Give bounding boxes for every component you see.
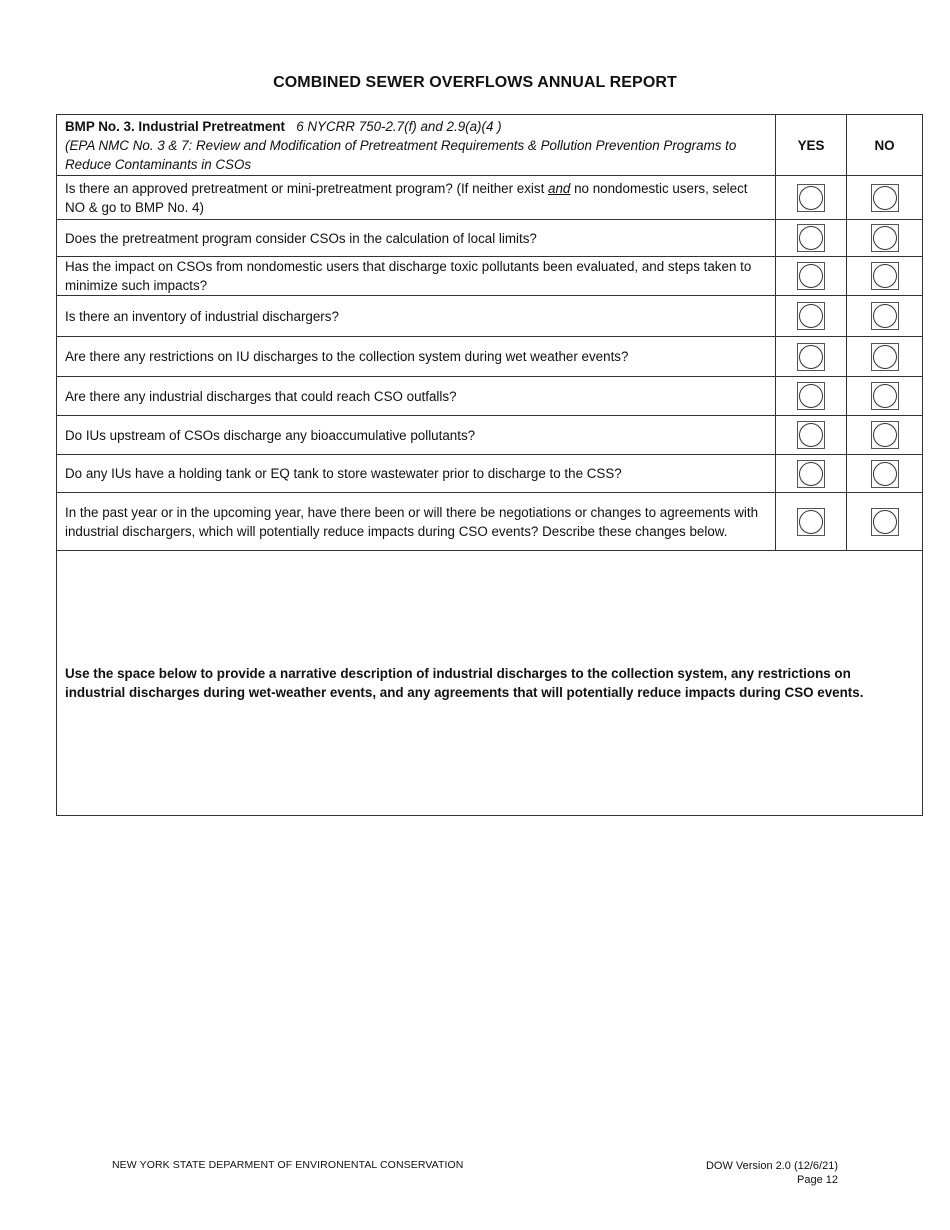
radio-no-q6[interactable]: [871, 382, 899, 410]
yes-option-cell: [776, 493, 847, 551]
radio-yes-q5[interactable]: [797, 343, 825, 371]
question-text-part: no nondomestic users, select NO & go to BMP No. 4): [65, 180, 748, 215]
no-option-cell: [847, 220, 923, 257]
radio-yes-q3[interactable]: [797, 262, 825, 290]
radio-yes-q1[interactable]: [797, 184, 825, 212]
question-text: Do IUs upstream of CSOs discharge any bioaccumulative pollutants?: [57, 416, 776, 455]
no-option-cell: [847, 377, 923, 416]
question-row: [57, 257, 923, 296]
yes-option-cell: [776, 337, 847, 377]
question-text: [57, 176, 776, 220]
no-option-cell: [847, 296, 923, 337]
question-row: [57, 493, 923, 551]
question-text: Are there any industrial discharges that could reach CSO outfalls?: [57, 377, 776, 416]
yes-option-cell: [776, 455, 847, 493]
bmp-label: BMP No. 3. Industrial Pretreatment: [65, 119, 286, 134]
no-option-cell: [847, 257, 923, 296]
question-row: [57, 220, 923, 257]
yes-option-cell: [776, 377, 847, 416]
footer-agency: NEW YORK STATE DEPARMENT OF ENVIRONENTAL CONSERVATION: [112, 1159, 464, 1171]
question-row: [57, 377, 923, 416]
question-row: [57, 455, 923, 493]
radio-no-q9[interactable]: [871, 508, 899, 536]
no-column-header: NO: [847, 115, 923, 176]
bmp-form-table: [56, 114, 923, 816]
yes-option-cell: [776, 416, 847, 455]
narrative-prompt: Use the space below to provide a narrative description of industrial discharges to the collection system, any restrictions on industrial discharges during wet-weather events, and any agreements that will potentially reduce impacts during CSO events.: [65, 666, 864, 700]
no-option-cell: [847, 455, 923, 493]
narrative-text-area[interactable]: [57, 551, 923, 816]
no-option-cell: [847, 337, 923, 377]
radio-yes-q2[interactable]: [797, 224, 825, 252]
regulation-ref: 6 NYCRR 750-2.7(f) and 2.9(a)(4 ): [296, 119, 502, 134]
radio-yes-q8[interactable]: [797, 460, 825, 488]
radio-yes-q4[interactable]: [797, 302, 825, 330]
radio-no-q5[interactable]: [871, 343, 899, 371]
radio-yes-q9[interactable]: [797, 508, 825, 536]
yes-option-cell: [776, 296, 847, 337]
question-text-part: Is there an approved pretreatment or mini-pretreatment program? (If neither exist: [65, 180, 549, 196]
question-text-emphasis: and: [548, 180, 571, 196]
question-text: In the past year or in the upcoming year, have there been or will there be negotiations or changes to agreements with industrial dischargers, which will potentially reduce impacts during CSO events? Describe these changes below.: [57, 493, 776, 551]
question-row: [57, 337, 923, 377]
table-header-row: [57, 115, 923, 176]
footer-version: DOW Version 2.0 (12/6/21): [705, 1160, 838, 1172]
yes-option-cell: [776, 220, 847, 257]
no-option-cell: [847, 493, 923, 551]
no-option-cell: [847, 416, 923, 455]
question-text: Has the impact on CSOs from nondomestic users that discharge toxic pollutants been evaluated, and steps taken to minimize such impacts?: [57, 257, 776, 296]
footer-version-block: [640, 1159, 838, 1187]
epa-note: (EPA NMC No. 3 & 7: Review and Modification of Pretreatment Requirements & Pollution Prevention Programs to Reduce Contaminants in CSOs: [65, 138, 737, 172]
radio-no-q7[interactable]: [871, 421, 899, 449]
footer-page-number: Page 12: [797, 1174, 838, 1186]
question-row: [57, 296, 923, 337]
radio-yes-q7[interactable]: [797, 421, 825, 449]
no-option-cell: [847, 176, 923, 220]
page-title: COMBINED SEWER OVERFLOWS ANNUAL REPORT: [273, 74, 677, 91]
radio-no-q4[interactable]: [871, 302, 899, 330]
radio-no-q3[interactable]: [871, 262, 899, 290]
question-row: [57, 416, 923, 455]
question-row: [57, 176, 923, 220]
question-text: Is there an inventory of industrial dischargers?: [57, 296, 776, 337]
yes-column-header: YES: [776, 115, 847, 176]
question-text: Are there any restrictions on IU discharges to the collection system during wet weather events?: [57, 337, 776, 377]
radio-no-q8[interactable]: [871, 460, 899, 488]
radio-no-q1[interactable]: [871, 184, 899, 212]
yes-option-cell: [776, 257, 847, 296]
radio-yes-q6[interactable]: [797, 382, 825, 410]
question-text: Do any IUs have a holding tank or EQ tank to store wastewater prior to discharge to the CSS?: [57, 455, 776, 493]
narrative-row: [57, 551, 923, 816]
yes-option-cell: [776, 176, 847, 220]
question-text: Does the pretreatment program consider CSOs in the calculation of local limits?: [57, 220, 776, 257]
radio-no-q2[interactable]: [871, 224, 899, 252]
bmp-header-cell: [57, 115, 776, 176]
